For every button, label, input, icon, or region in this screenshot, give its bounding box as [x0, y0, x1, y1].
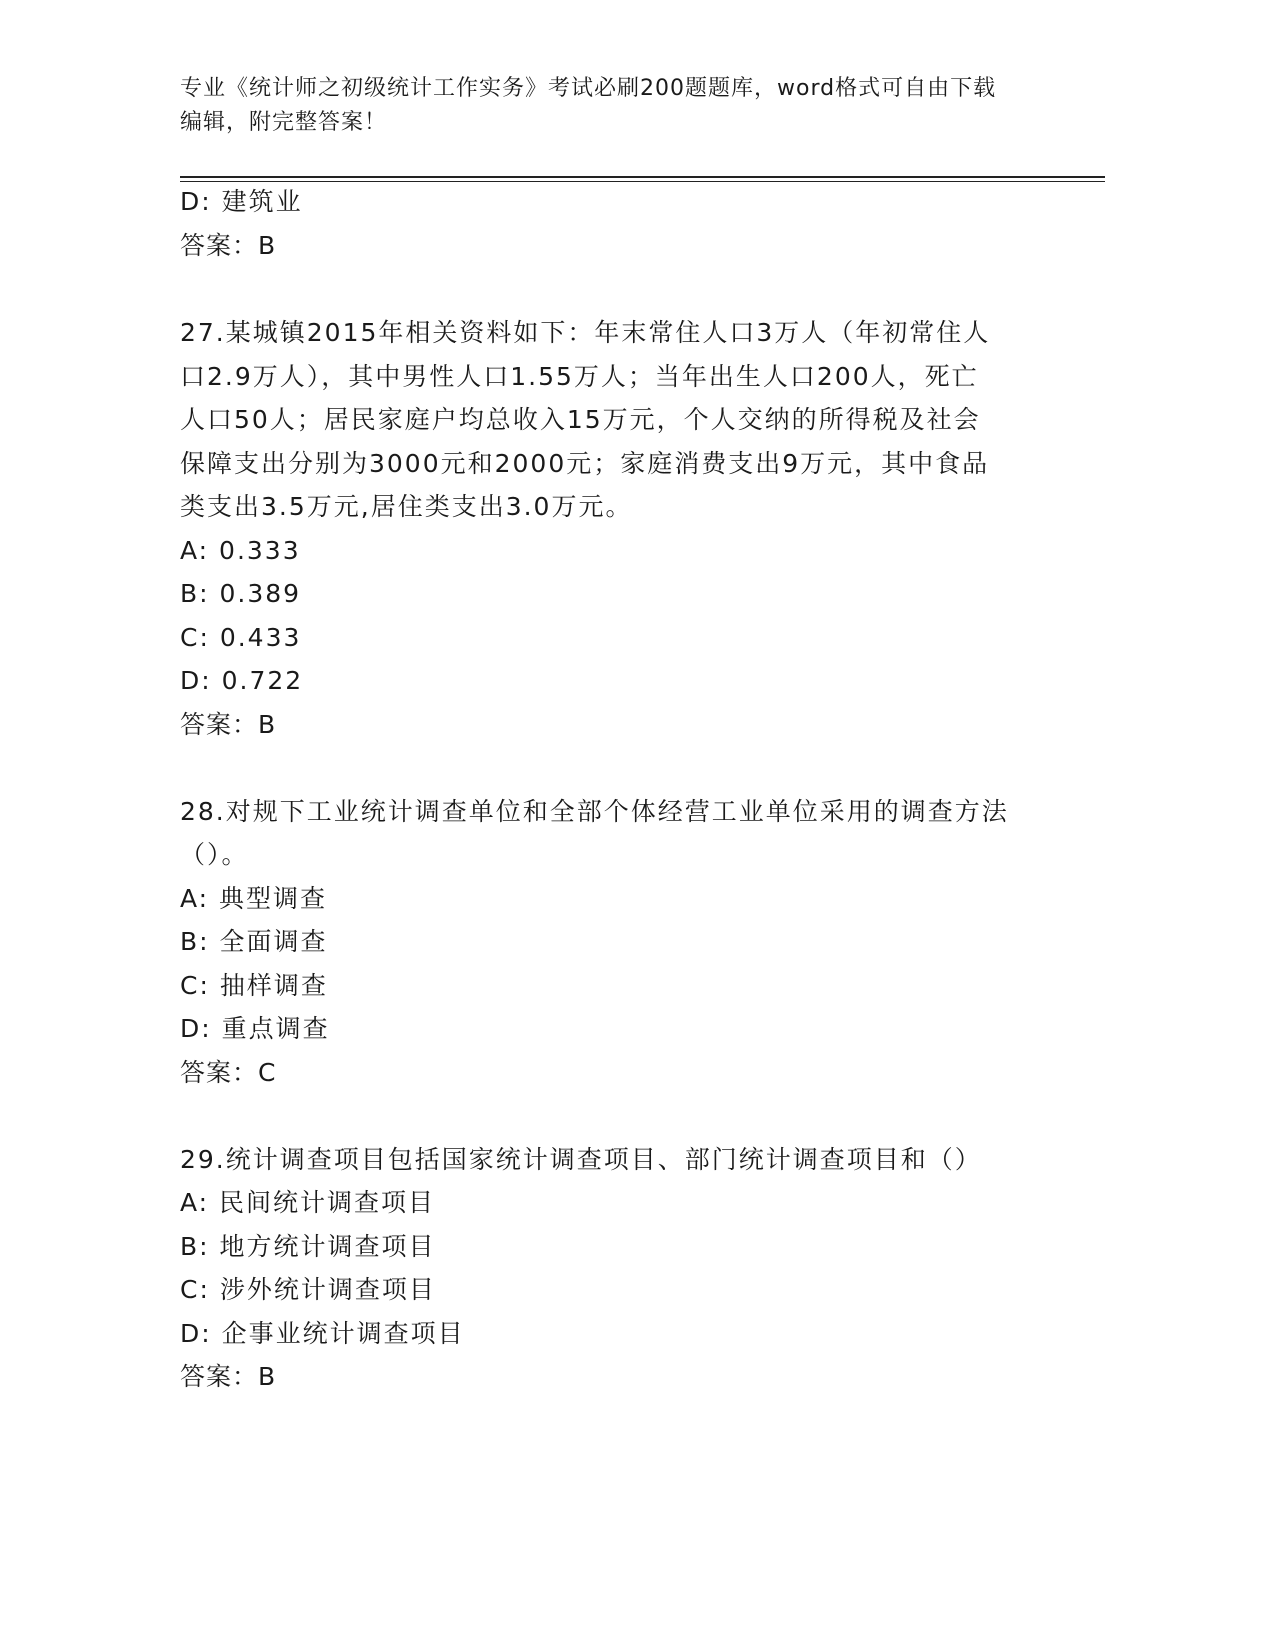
- option-b: B: 地方统计调查项目: [180, 1231, 436, 1261]
- question-text-line: 28.对规下工业统计调查单位和全部个体经营工业单位采用的调查方法: [180, 796, 1009, 826]
- question-text-line: 保障支出分别为3000元和2000元；家庭消费支出9万元，其中食品: [180, 448, 990, 478]
- option-a: A: 典型调查: [180, 883, 328, 913]
- answer-29: 答案：B: [180, 1362, 277, 1391]
- question-text-line: 29.统计调查项目包括国家统计调查项目、部门统计调查项目和（）: [180, 1144, 982, 1174]
- header-line-2: 编辑，附完整答案！: [180, 110, 388, 135]
- option-d: D: 重点调查: [180, 1014, 330, 1043]
- answer-27: 答案：B: [180, 709, 277, 739]
- option-c: C: 抽样调查: [180, 970, 328, 1000]
- option-a: A: 0.333: [180, 535, 301, 565]
- prev-option-d: D: 建筑业: [180, 187, 303, 216]
- option-c: C: 涉外统计调查项目: [180, 1275, 436, 1304]
- question-text-line: 口2.9万人），其中男性人口1.55万人；当年出生人口200人，死亡: [180, 361, 979, 391]
- option-d: D: 0.722: [180, 666, 304, 695]
- question-text-line: 类支出3.5万元,居住类支出3.0万元。: [180, 492, 633, 521]
- option-b: B: 全面调查: [180, 927, 328, 956]
- option-a: A: 民间统计调查项目: [180, 1188, 436, 1217]
- header-line-1: 专业《统计师之初级统计工作实务》考试必刷200题题库，word格式可自由下载: [180, 76, 997, 101]
- option-d: D: 企事业统计调查项目: [180, 1318, 465, 1348]
- header-rule-thick: [180, 176, 1105, 178]
- document-body: [180, 180, 1040, 1442]
- answer-28: 答案：C: [180, 1057, 277, 1087]
- question-text-line: （）。: [180, 840, 249, 869]
- prev-answer: 答案：B: [180, 231, 277, 260]
- question-27: [180, 311, 1040, 529]
- question-29: [180, 1138, 1040, 1182]
- question-text-line: 27.某城镇2015年相关资料如下：年末常住人口3万人（年初常住人: [180, 318, 991, 347]
- option-c: C: 0.433: [180, 622, 302, 652]
- question-28: [180, 790, 1040, 877]
- document-header: [180, 72, 1040, 140]
- question-text-line: 人口50人；居民家庭户均总收入15万元，个人交纳的所得税及社会: [180, 405, 981, 434]
- option-b: B: 0.389: [180, 579, 302, 608]
